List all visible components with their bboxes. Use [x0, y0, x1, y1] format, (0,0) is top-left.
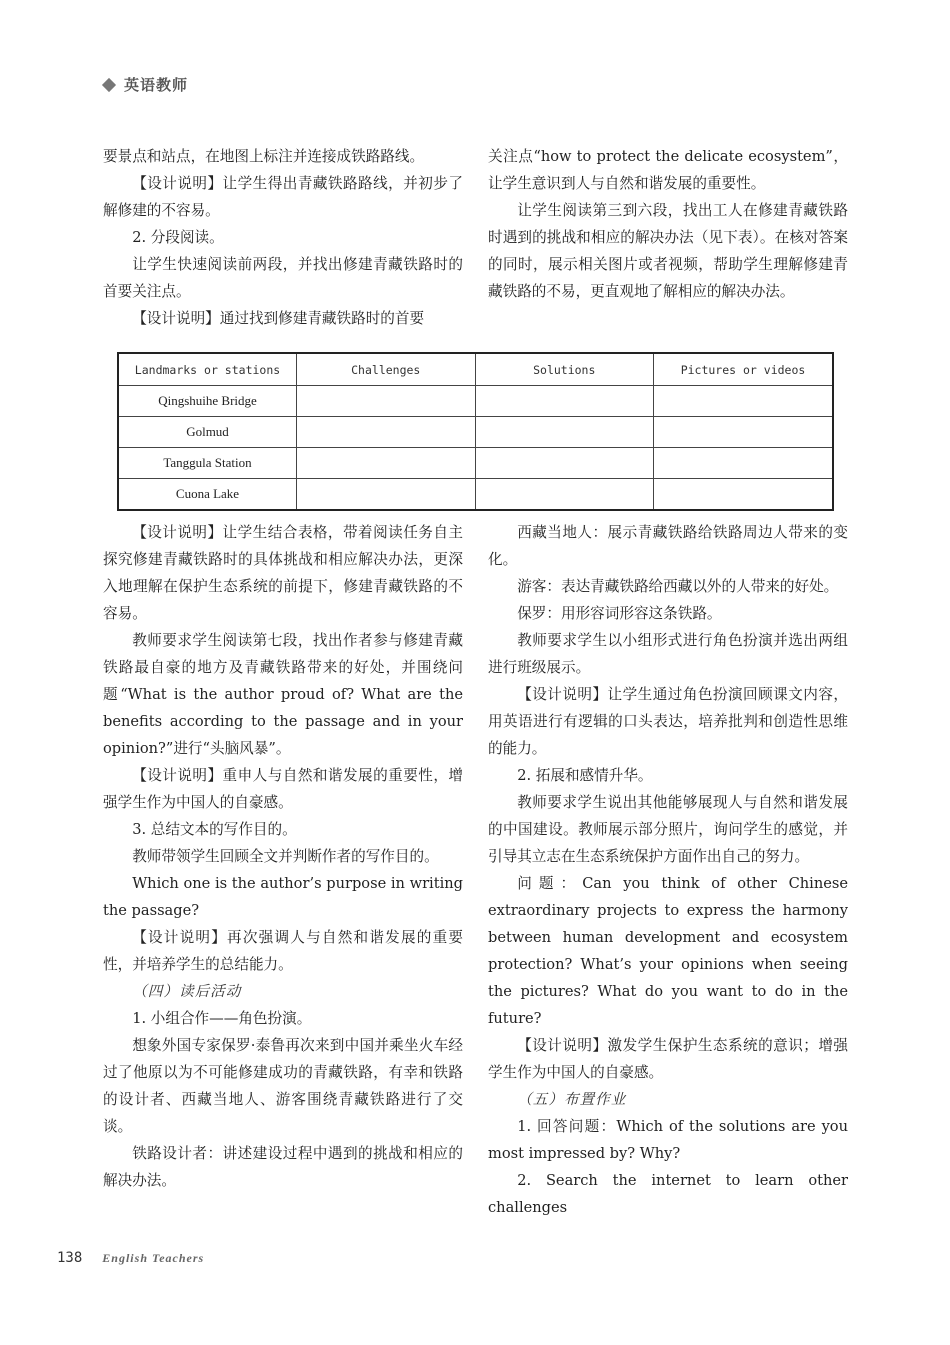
empty-cell — [475, 479, 653, 511]
empty-cell — [475, 386, 653, 417]
header-cell: Solutions — [475, 353, 653, 386]
row-label: Qingshuihe Bridge — [118, 386, 297, 417]
paragraph: 【设计说明】让学生结合表格，带着阅读任务自主探究修建青藏铁路时的具体挑战和相应解决办法，更深入地理解在保护生态系统的前提下，修建青藏铁路的不容易。 — [103, 524, 463, 622]
paragraph: 让学生快速阅读前两段，并找出修建青藏铁路时的首要关注点。 — [103, 256, 463, 300]
paragraph: 问题：Can you think of other Chinese extraordinary projects to express the harmony between human development and ecosystem protection? What’s your opinions when seeing the pictures? What do you want to do in the future? — [488, 875, 848, 1027]
paragraph: 关注点“how to protect the delicate ecosystem”，让学生意识到人与自然和谐发展的重要性。 — [488, 148, 848, 192]
paragraph: 教师要求学生以小组形式进行角色扮演并选出两组进行班级展示。 — [488, 632, 848, 676]
paragraph: 1. 回答问题：Which of the solutions are you most impressed by? Why? — [488, 1118, 848, 1162]
page-number: 138 — [57, 1250, 83, 1266]
paragraph: 3. 总结文本的写作目的。 — [132, 821, 297, 838]
header-cell: Pictures or videos — [654, 353, 834, 386]
table-row — [118, 386, 833, 417]
header-cell: Challenges — [297, 353, 476, 386]
left-column-bottom — [103, 519, 463, 1194]
paragraph: 要景点和站点，在地图上标注并连接成铁路路线。 — [103, 148, 425, 165]
paragraph: 2. 拓展和感情升华。 — [517, 767, 653, 784]
empty-cell — [654, 417, 834, 448]
paragraph: 【设计说明】重申人与自然和谐发展的重要性，增强学生作为中国人的自豪感。 — [103, 767, 463, 811]
empty-cell — [297, 386, 476, 417]
running-header — [104, 74, 188, 95]
right-column-bottom — [488, 519, 848, 1221]
section-heading: （五）布置作业 — [517, 1091, 627, 1108]
paragraph: 西藏当地人：展示青藏铁路给铁路周边人带来的变化。 — [488, 524, 848, 568]
paragraph: 教师带领学生回顾全文并判断作者的写作目的。 — [132, 848, 439, 865]
journal-title: 英语教师 — [124, 76, 189, 94]
empty-cell — [654, 386, 834, 417]
empty-cell — [475, 448, 653, 479]
paragraph: 2. Search the internet to learn other challenges — [488, 1172, 848, 1216]
paragraph: 让学生阅读第三到六段，找出工人在修建青藏铁路时遇到的挑战和相应的解决办法（见下表）。在核对答案的同时，展示相关图片或者视频，帮助学生理解修建青藏铁路的不易，更直观地了解相应的解决办法。 — [488, 202, 848, 300]
paragraph: 【设计说明】通过找到修建青藏铁路时的首要 — [132, 310, 425, 327]
paragraph: 铁路设计者：讲述建设过程中遇到的挑战和相应的解决办法。 — [103, 1145, 463, 1189]
table-row — [118, 479, 833, 511]
running-footer — [57, 1250, 204, 1266]
paragraph: 游客：表达青藏铁路给西藏以外的人带来的好处。 — [517, 578, 839, 595]
table-row — [118, 417, 833, 448]
row-label: Cuona Lake — [118, 479, 297, 511]
right-column-top — [488, 143, 848, 305]
paragraph: 1. 小组合作——角色扮演。 — [132, 1010, 312, 1027]
paragraph: 【设计说明】让学生通过角色扮演回顾课文内容，用英语进行有逻辑的口头表达，培养批判和创造性思维的能力。 — [488, 686, 848, 757]
empty-cell — [297, 417, 476, 448]
reading-task-table — [117, 352, 834, 511]
paragraph: 想象外国专家保罗·泰鲁再次来到中国并乘坐火车经过了他原以为不可能修建成功的青藏铁路，有幸和铁路的设计者、西藏当地人、游客围绕青藏铁路进行了交谈。 — [103, 1037, 463, 1135]
header-cell: Landmarks or stations — [118, 353, 297, 386]
empty-cell — [654, 448, 834, 479]
row-label: Tanggula Station — [118, 448, 297, 479]
left-column-top — [103, 143, 463, 332]
paragraph: 教师要求学生阅读第七段，找出作者参与修建青藏铁路最自豪的地方及青藏铁路带来的好处，并围绕问题“What is the author proud of? What are the benefits according to the passage and in your opinion?”进行“头脑风暴”。 — [103, 632, 463, 757]
row-label: Golmud — [118, 417, 297, 448]
paragraph: 保罗：用形容词形容这条铁路。 — [517, 605, 722, 622]
paragraph: 2. 分段阅读。 — [132, 229, 224, 246]
empty-cell — [297, 448, 476, 479]
paragraph: 【设计说明】再次强调人与自然和谐发展的重要性，并培养学生的总结能力。 — [103, 929, 463, 973]
paragraph: 【设计说明】激发学生保护生态系统的意识；增强学生作为中国人的自豪感。 — [488, 1037, 848, 1081]
empty-cell — [475, 417, 653, 448]
empty-cell — [654, 479, 834, 511]
diamond-icon — [102, 77, 116, 91]
empty-cell — [297, 479, 476, 511]
section-heading: （四）读后活动 — [132, 983, 242, 1000]
paragraph: 【设计说明】让学生得出青藏铁路路线，并初步了解修建的不容易。 — [103, 175, 463, 219]
table-row — [118, 448, 833, 479]
table-header-row — [118, 353, 833, 386]
paragraph: Which one is the author’s purpose in writing the passage? — [103, 875, 463, 919]
paragraph: 教师要求学生说出其他能够展现人与自然和谐发展的中国建设。教师展示部分照片，询问学生的感觉，并引导其立志在生态系统保护方面作出自己的努力。 — [488, 794, 848, 865]
journal-name: English Teachers — [102, 1251, 205, 1265]
